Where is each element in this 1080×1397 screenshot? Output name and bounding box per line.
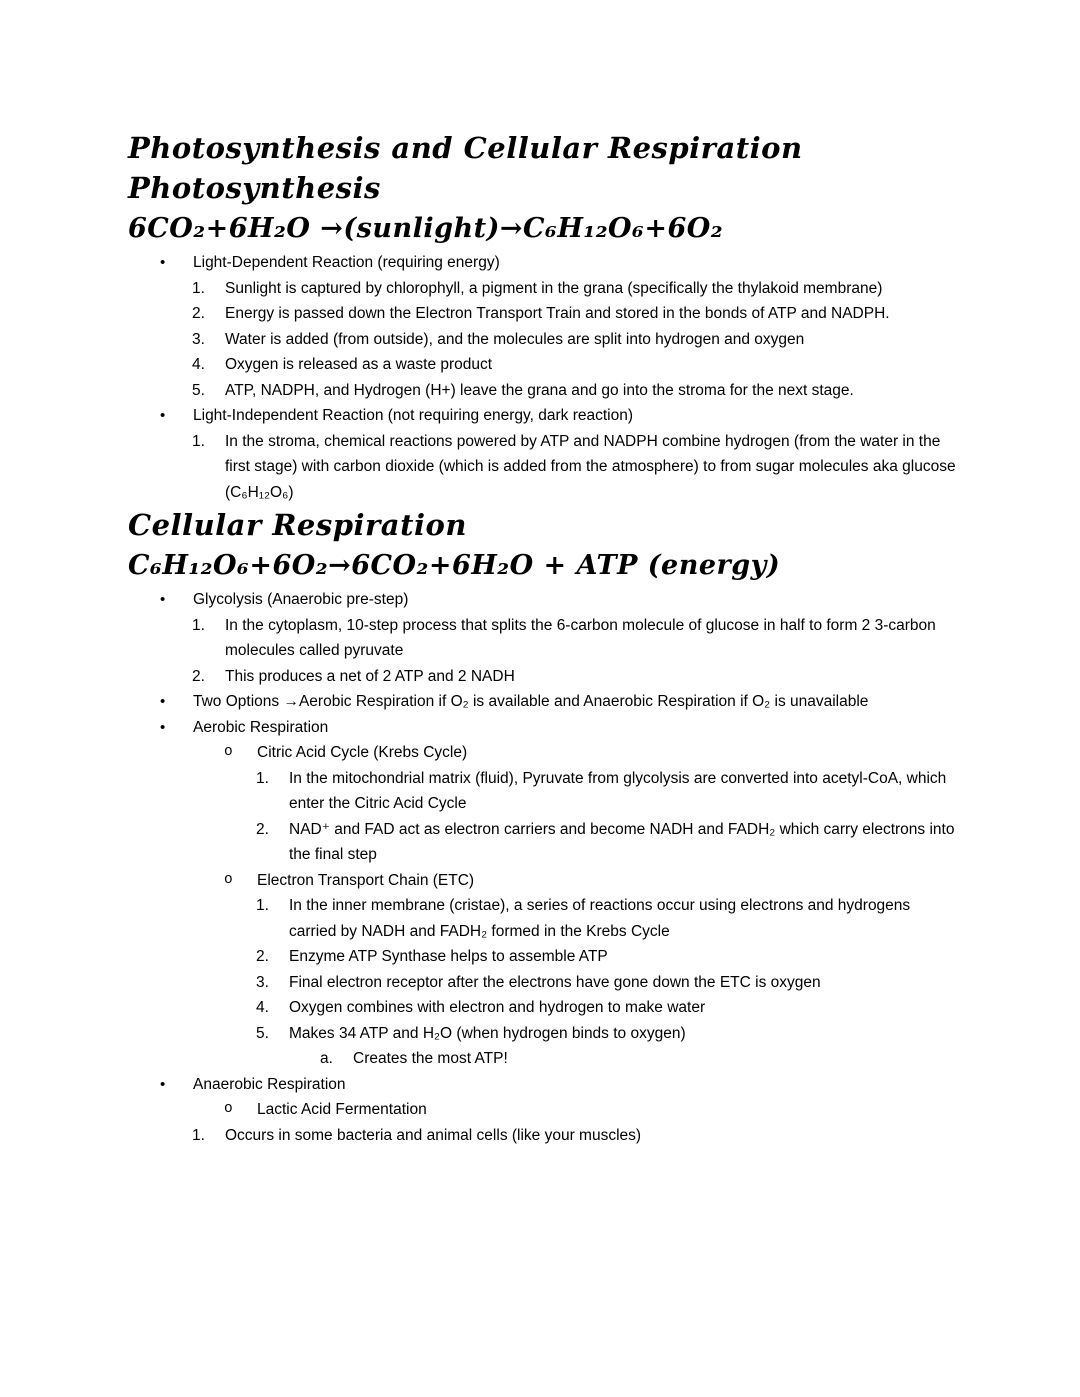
list-marker: 2. bbox=[256, 820, 269, 838]
list-item bbox=[128, 276, 958, 302]
list-item-text: This produces a net of 2 ATP and 2 NADH bbox=[225, 667, 515, 685]
list-item-text: Citric Acid Cycle (Krebs Cycle) bbox=[257, 744, 468, 761]
list-item bbox=[128, 970, 958, 996]
section-heading: Cellular Respiration bbox=[128, 508, 467, 542]
list-item-text: Enzyme ATP Synthase helps to assemble ATP bbox=[289, 948, 608, 965]
list-marker: 1. bbox=[256, 897, 269, 914]
list-marker: 1. bbox=[192, 1126, 205, 1144]
list-item bbox=[128, 378, 958, 404]
list-item bbox=[128, 1123, 958, 1149]
list-marker: o bbox=[224, 744, 233, 760]
list-item-text: Lactic Acid Fermentation bbox=[257, 1101, 427, 1118]
list-item-text: Two Options →Aerobic Respiration if O₂ is available and Anaerobic Respiration if O₂ is unavailable bbox=[193, 693, 869, 710]
section-heading: Photosynthesis bbox=[128, 171, 381, 205]
list-item-text: Glycolysis (Anaerobic pre-step) bbox=[193, 591, 409, 608]
chemical-equation: 6CO₂+6H₂O →(sunlight)→C₆H₁₂O₆+6O₂ bbox=[128, 213, 724, 244]
list-item-text: Oxygen is released as a waste product bbox=[225, 356, 493, 373]
list-marker: 2. bbox=[256, 948, 269, 965]
list-item-text: Electron Transport Chain (ETC) bbox=[257, 871, 475, 889]
list-marker: 5. bbox=[192, 381, 205, 399]
list-marker: 1. bbox=[192, 616, 205, 634]
list-item bbox=[128, 301, 958, 327]
list-item-text: Final electron receptor after the electrons have gone down the ETC is oxygen bbox=[289, 973, 821, 991]
list-item bbox=[128, 352, 958, 378]
list-item bbox=[128, 403, 958, 429]
list-item bbox=[128, 817, 958, 868]
list-item-text: Light-Dependent Reaction (requiring energy) bbox=[193, 254, 500, 271]
list-item-text: Occurs in some bacteria and animal cells (like your muscles) bbox=[225, 1126, 642, 1144]
list-marker: 1. bbox=[192, 279, 205, 297]
list-item-text: Water is added (from outside), and the molecules are split into hydrogen and oxygen bbox=[225, 330, 805, 348]
list-item-text: Energy is passed down the Electron Transport Train and stored in the bonds of ATP and NADPH. bbox=[225, 305, 890, 322]
document-content bbox=[128, 128, 958, 1148]
list-marker: o bbox=[224, 871, 233, 888]
list-marker: 5. bbox=[256, 1024, 269, 1042]
list-item-text: ATP, NADPH, and Hydrogen (H+) leave the grana and go into the stroma for the next stage. bbox=[225, 381, 854, 399]
list-item bbox=[128, 766, 958, 817]
list-item-text: Oxygen combines with electron and hydrogen to make water bbox=[289, 999, 706, 1016]
list-item bbox=[128, 893, 958, 944]
list-item bbox=[128, 868, 958, 894]
list-marker: 2. bbox=[192, 667, 205, 685]
list-item bbox=[128, 327, 958, 353]
list-marker: o bbox=[224, 1101, 233, 1117]
list-item bbox=[128, 1097, 958, 1123]
list-marker: 4. bbox=[192, 356, 205, 373]
list-item-text: Sunlight is captured by chlorophyll, a pigment in the grana (specifically the thylakoid membrane) bbox=[225, 279, 883, 297]
list-marker: a. bbox=[320, 1050, 333, 1067]
list-item bbox=[128, 429, 958, 506]
list-item bbox=[128, 1072, 958, 1098]
list-item-text: In the cytoplasm, 10-step process that splits the 6-carbon molecule of glucose in half to form 2 3-carbon molecules called pyruvate bbox=[225, 616, 936, 659]
list-marker: • bbox=[160, 407, 166, 424]
list-item-text: Creates the most ATP! bbox=[353, 1050, 508, 1067]
list-item bbox=[128, 664, 958, 690]
list-item-text: In the inner membrane (cristae), a series of reactions occur using electrons and hydrogens carried by NADH and FADH₂ formed in the Krebs Cycle bbox=[289, 897, 911, 940]
list-marker: • bbox=[160, 591, 166, 608]
list-item-text: NAD⁺ and FAD act as electron carriers and become NADH and FADH₂ which carry electrons into the final step bbox=[289, 820, 955, 863]
list-item bbox=[128, 715, 958, 741]
list-marker: 1. bbox=[192, 432, 205, 450]
list-marker: 1. bbox=[256, 769, 269, 787]
list-item-text: In the mitochondrial matrix (fluid), Pyruvate from glycolysis are converted into acetyl-CoA, which enter the Citric Acid Cycle bbox=[289, 769, 947, 812]
list-marker: • bbox=[160, 693, 166, 710]
section-heading: Photosynthesis and Cellular Respiration bbox=[128, 131, 803, 165]
list-item bbox=[128, 995, 958, 1021]
list-marker: 3. bbox=[256, 973, 269, 991]
list-marker: 4. bbox=[256, 999, 269, 1016]
list-item bbox=[128, 250, 958, 276]
list-item-text: Light-Independent Reaction (not requiring energy, dark reaction) bbox=[193, 407, 634, 424]
list-marker: • bbox=[160, 718, 166, 736]
list-item bbox=[128, 1021, 958, 1047]
list-item-text: Makes 34 ATP and H₂O (when hydrogen binds to oxygen) bbox=[289, 1024, 686, 1042]
list-item-text: In the stroma, chemical reactions powered by ATP and NADPH combine hydrogen (from the water in the first stage) with carbon dioxide (which is added from the atmosphere) to from sugar molecules aka glucose (C₆H₁₂O₆) bbox=[225, 432, 956, 501]
list-item bbox=[128, 587, 958, 613]
list-marker: • bbox=[160, 254, 166, 271]
chemical-equation: C₆H₁₂O₆+6O₂→6CO₂+6H₂O + ATP (energy) bbox=[128, 550, 781, 581]
list-marker: 3. bbox=[192, 330, 205, 348]
list-item bbox=[128, 689, 958, 715]
list-item-text: Aerobic Respiration bbox=[193, 718, 329, 736]
list-marker: • bbox=[160, 1075, 166, 1093]
list-marker: 2. bbox=[192, 305, 205, 322]
list-item bbox=[128, 1046, 958, 1072]
list-item bbox=[128, 944, 958, 970]
list-item bbox=[128, 740, 958, 766]
list-item bbox=[128, 613, 958, 664]
list-item-text: Anaerobic Respiration bbox=[193, 1075, 346, 1093]
